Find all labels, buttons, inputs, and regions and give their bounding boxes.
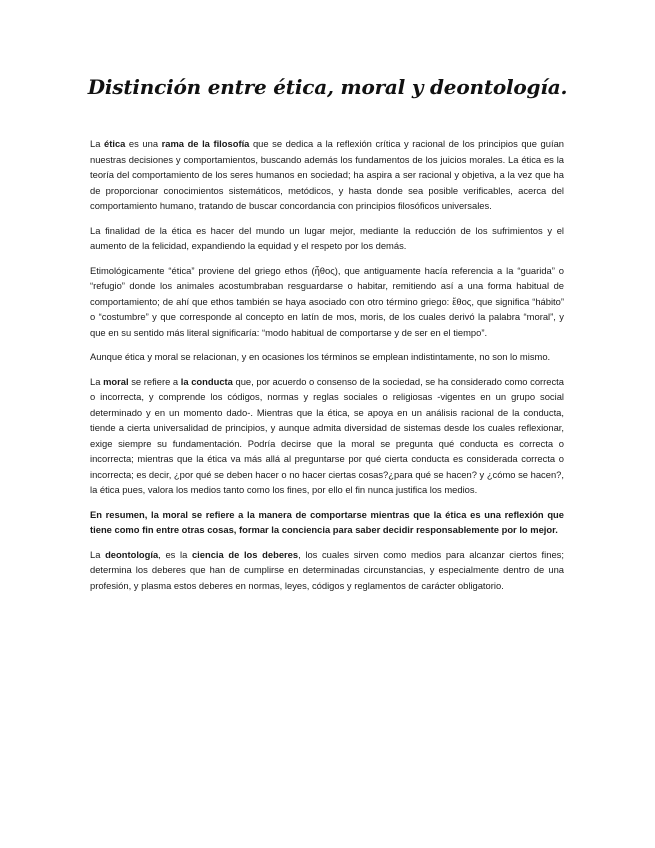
text-run: que, por acuerdo o consenso de la sociedad, se ha considerado como correcta o incorrecta, y comprende los códigos, normas y reglas sociales o religiosas -vigentes en un grupo social determinado y en un momento dado-. Mientras que la ética, se apoya en un análisis racional de la conducta, tiende a cierta universalidad de principios, y aunque admita diversidad de sistemas desde los cuales reflexionar, exige siempre su fundamentación. Podría decirse que la moral se pregunta qué conducta es correcta o incorrecta; mientras que la ética va más allá al preguntarse por qué cierta conducta es considerada correcta o incorrecta; es decir, ¿por qué se deben hacer o no hacer ciertas cosas?¿para qué se hacen? y ¿cómo se hacen?, la ética pues, valora los medios tanto como los fines, por ello el fin nunca justifica los medios. [90,375,565,495]
bold-text: rama de la filosofía [161,138,250,149]
paragraph-finalidad [90,223,564,254]
text-run: , los cuales sirven como medios para alcanzar ciertos fines; determina los deberes que han de cumplirse en determinadas circunstancias, y especialmente dentro de una profesión, y plasma estos deberes en normas, leyes, códigos y reglamentos de carácter obligatorio. [90,548,564,591]
text-run: Etimológicamente “ética” proviene del griego ethos (ἦθος), que antiguamente hacía referencia a la “guarida” o “refugio” donde los animales acostumbraban resguardarse o habitar, remitiendo así a una forma habitual de comportamiento; de ahí que ethos también se haya asociado con otro término griego: ἔθος, que significa “hábito” o “costumbre” y que corresponde al concepto en latín de mos, moris, de los cuales derivó la palabra “moral”, y que en su sentido más literal significaría: “modo habitual de comportarse y de ser en el tiempo”. [90,264,564,338]
paragraph-deontologia [90,547,564,594]
paragraph-aunque [90,349,564,365]
paragraph-etica [90,136,564,214]
text-run: es una [125,138,162,149]
bold-text: moral [103,375,129,387]
text-run: que se dedica a la reflexión crítica y racional de los principios que guían nuestras decisiones y comportamientos, buscando además los fundamentos de los juicios morales. La ética es la teoría del comportamiento de los seres humanos en sociedad; ha aspira a ser racional y objetiva, a la vez que ha de proporcionar conocimientos sistemáticos, metódicos, y hasta donde sea posible verificables, acerca del comportamiento humano, tratando de buscar concordancia con principios filosóficos universales. [90,138,564,211]
paragraph-resumen [90,507,564,538]
text-run: La [90,138,104,149]
text-run: La finalidad de la ética es hacer del mundo un lugar mejor, mediante la reducción de los sufrimientos y el aumento de la felicidad, expandiendo la equidad y el respeto por los demás. [90,224,564,251]
document-body [90,136,564,602]
text-run: Aunque ética y moral se relacionan, y en ocasiones los términos se emplean indistintamente, no son lo mismo. [90,351,551,362]
bold-text: la conducta [180,375,233,387]
bold-text: ciencia de los deberes [191,548,299,560]
bold-text: En resumen, la moral se refiere a la manera de comportarse mientras que la ética es una reflexión que tiene como fin entre otras cosas, formar la conciencia para saber decidir responsablemente por lo mejor. [90,508,564,535]
text-run: se refiere a [128,375,181,387]
paragraph-etimologia [90,263,564,341]
bold-text: ética [104,138,126,149]
bold-text: deontología [105,548,159,560]
text-run: La [90,548,106,560]
text-run: , es la [158,548,192,560]
text-run: La [90,375,104,387]
paragraph-moral [90,374,564,498]
page-title: Distinción entre ética, moral y deontología. [87,75,568,100]
